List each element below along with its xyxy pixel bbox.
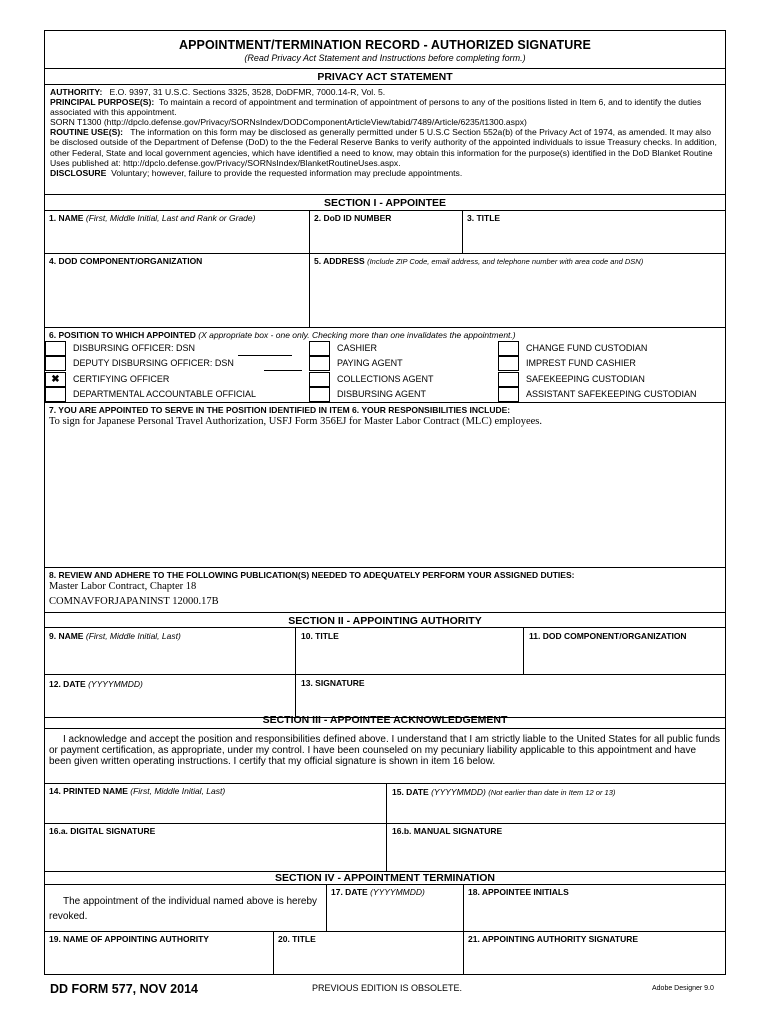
sorn-line: SORN T1300 (http://dpclo.defense.gov/Privacy/SORNsIndex/DODComponentArticleView/tabid/7489/Article/6235/t1300.aspx) — [50, 117, 527, 128]
appointing-authority-signature-label: 21. APPOINTING AUTHORITY SIGNATURE — [468, 934, 639, 944]
divider — [45, 327, 725, 328]
divider — [45, 210, 725, 211]
address-field[interactable] — [310, 264, 725, 327]
appointing-authority-title-field[interactable] — [274, 944, 463, 974]
position-checkbox[interactable] — [309, 387, 330, 402]
position-option: CHANGE FUND CUSTODIAN — [526, 343, 648, 353]
section4-heading: SECTION IV - APPOINTMENT TERMINATION — [275, 872, 495, 884]
position-checkbox[interactable] — [498, 356, 519, 371]
acknowledgement-text: I acknowledge and accept the position and responsibilities defined above. I understand that I am strictly liable to the United States for all public funds or payment certification, as appropriate, under my control. I have been counseled on my pecuniary liability applicable to this appointment and have been given written operating instructions. I certify that my official signature is shown in item 16 below. — [49, 734, 721, 768]
printed-name-label: 14. PRINTED NAME (First, Middle Initial, Last) — [49, 786, 226, 796]
termination-date-field[interactable] — [327, 898, 463, 931]
address-label: 5. ADDRESS (Include ZIP Code, email address, and telephone number with area code and DSN) — [314, 256, 644, 266]
form-title: APPOINTMENT/TERMINATION RECORD - AUTHORIZED SIGNATURE — [178, 38, 591, 52]
position-option: CASHIER — [337, 343, 378, 353]
form-page — [44, 30, 726, 975]
section3-heading: SECTION III - APPOINTEE ACKNOWLEDGEMENT — [262, 714, 508, 726]
divider — [45, 783, 725, 784]
form-subtitle: (Read Privacy Act Statement and Instructions before completing form.) — [244, 53, 526, 63]
divider — [45, 627, 725, 628]
appointee-date-field[interactable] — [387, 796, 725, 823]
component-label: 4. DOD COMPONENT/ORGANIZATION — [49, 256, 203, 266]
dod-id-label: 2. DoD ID NUMBER — [314, 213, 392, 223]
digital-signature-label: 16.a. DIGITAL SIGNATURE — [49, 826, 156, 836]
responsibilities-label: 7. YOU ARE APPOINTED TO SERVE IN THE POSITION IDENTIFIED IN ITEM 6. YOUR RESPONSIBILITIES INCLUDE: — [49, 405, 511, 415]
divider — [45, 402, 725, 403]
position-checkbox[interactable] — [45, 356, 66, 371]
manual-signature-label: 16.b. MANUAL SIGNATURE — [392, 826, 503, 836]
position-option: COLLECTIONS AGENT — [337, 374, 434, 384]
divider — [45, 884, 725, 885]
publications-value-2[interactable]: COMNAVFORJAPANINST 12000.17B — [49, 596, 219, 607]
appointing-authority-title-label: 20. TITLE — [278, 934, 316, 944]
authority-component-label: 11. DOD COMPONENT/ORGANIZATION — [529, 631, 687, 641]
name-field-label: 1. NAME (First, Middle Initial, Last and Rank or Grade) — [49, 213, 256, 223]
divider — [45, 253, 725, 254]
name-field[interactable] — [45, 221, 309, 254]
position-checkbox[interactable] — [309, 356, 330, 371]
purpose-line: PRINCIPAL PURPOSE(S): To maintain a record of appointment and termination of appointment of persons to any of the positions listed in Item 6, and to identify the duties associated with this appointment. — [50, 97, 702, 118]
divider — [45, 68, 725, 69]
divider — [45, 84, 725, 85]
authority-name-label: 9. NAME (First, Middle Initial, Last) — [49, 631, 181, 641]
authority-date-label: 12. DATE (YYYYMMDD) — [49, 679, 143, 689]
publications-value-1[interactable]: Master Labor Contract, Chapter 18 — [49, 581, 197, 592]
position-option: DISBURSING OFFICER: DSN — [73, 343, 196, 353]
authority-title-label: 10. TITLE — [301, 631, 339, 641]
position-option: PAYING AGENT — [337, 358, 403, 368]
position-option: ASSISTANT SAFEKEEPING CUSTODIAN — [526, 389, 697, 399]
appointing-authority-name-label: 19. NAME OF APPOINTING AUTHORITY — [49, 934, 209, 944]
appointee-initials-field[interactable] — [464, 898, 725, 931]
section2-heading: SECTION II - APPOINTING AUTHORITY — [288, 615, 482, 627]
printed-name-field[interactable] — [45, 796, 386, 823]
routine-line: ROUTINE USE(S): The information on this form may be disclosed as generally permitted under 5 U.S.C Section 552a(b) of the Privacy Act of 1974, as amended. It may also be disclosed outside of the Department of Defense (DoD) to the the Federal Reserve Banks to verify authority of the appointed individuals to issue Treasury checks. In addition, other Federal, State and local government agencies, which have identified a need to know, may obtain this information for the purpose(s) identified in the DoD Blanket Routine Uses published at: http://dpclo.defense.gov/Privacy/SORNsIndex/BlanketRoutineUses.aspx. — [50, 127, 717, 168]
publications-label: 8. REVIEW AND ADHERE TO THE FOLLOWING PUBLICATION(S) NEEDED TO ADEQUATELY PERFORM YOUR ASSIGNED DUTIES: — [49, 570, 575, 580]
divider — [45, 567, 725, 568]
position-checkbox[interactable] — [309, 341, 330, 356]
position-option: CERTIFYING OFFICER — [73, 374, 170, 384]
dsn-line[interactable] — [264, 370, 302, 371]
position-checkbox[interactable] — [309, 372, 330, 387]
position-checkbox[interactable] — [45, 341, 66, 356]
termination-date-label: 17. DATE (YYYYMMDD) — [331, 887, 425, 897]
privacy-heading: PRIVACY ACT STATEMENT — [317, 71, 453, 83]
position-option: DEPARTMENTAL ACCOUNTABLE OFFICIAL — [73, 389, 257, 399]
manual-signature-field[interactable] — [387, 836, 725, 871]
title-field[interactable] — [463, 221, 725, 254]
position-checkbox[interactable] — [498, 387, 519, 402]
divider — [45, 194, 725, 195]
appointee-initials-label: 18. APPOINTEE INITIALS — [468, 887, 569, 897]
authority-title-field[interactable] — [296, 641, 523, 674]
responsibilities-value[interactable]: To sign for Japanese Personal Travel Authorization, USFJ Form 356EJ for Master Labor Contract (MLC) employees. — [49, 416, 542, 427]
dod-id-field[interactable] — [310, 221, 462, 254]
appointing-authority-name-field[interactable] — [45, 944, 273, 974]
disclosure-line: DISCLOSURE Voluntary; however, failure to provide the requested information may preclude appointments. — [50, 167, 463, 178]
divider — [45, 823, 725, 824]
form-number: DD FORM 577, NOV 2014 — [50, 982, 198, 996]
title-field-label: 3. TITLE — [467, 213, 501, 223]
revocation-text: The appointment of the individual named above is hereby revoked. — [49, 896, 318, 922]
position-option: DISBURSING AGENT — [337, 389, 427, 399]
authority-line: AUTHORITY: E.O. 9397, 31 U.S.C. Sections 3325, 3528, DoDFMR, 7000.14-R, Vol. 5. — [50, 87, 386, 97]
dsn-line[interactable] — [238, 355, 292, 356]
authority-signature-label: 13. SIGNATURE — [301, 678, 365, 688]
previous-edition-note: PREVIOUS EDITION IS OBSOLETE. — [312, 983, 463, 993]
authority-component-field[interactable] — [524, 641, 725, 674]
position-checkbox[interactable] — [498, 341, 519, 356]
appointee-date-label: 15. DATE (YYYYMMDD) (Not earlier than date in Item 12 or 13) — [392, 787, 616, 797]
authority-name-field[interactable] — [45, 641, 295, 674]
divider — [45, 612, 725, 613]
software-note: Adobe Designer 9.0 — [652, 985, 714, 992]
appointing-authority-signature-field[interactable] — [464, 944, 725, 974]
divider — [45, 674, 725, 675]
position-option: IMPREST FUND CASHIER — [526, 358, 636, 368]
position-checkbox[interactable]: ✖ — [45, 372, 66, 387]
divider — [45, 931, 725, 932]
position-checkbox[interactable] — [498, 372, 519, 387]
privacy-statement — [50, 87, 722, 178]
section1-heading: SECTION I - APPOINTEE — [323, 197, 447, 209]
authority-date-field[interactable] — [45, 689, 295, 717]
digital-signature-field[interactable] — [45, 836, 386, 871]
component-field[interactable] — [45, 264, 309, 327]
position-option: DEPUTY DISBURSING OFFICER: DSN — [73, 358, 234, 368]
authority-signature-field[interactable] — [296, 689, 725, 717]
position-checkbox[interactable] — [45, 387, 66, 402]
divider — [45, 728, 725, 729]
position-option: SAFEKEEPING CUSTODIAN — [526, 374, 645, 384]
position-label: 6. POSITION TO WHICH APPOINTED (X appropriate box - one only. Checking more than one invalidates the appointment.) — [49, 330, 516, 340]
